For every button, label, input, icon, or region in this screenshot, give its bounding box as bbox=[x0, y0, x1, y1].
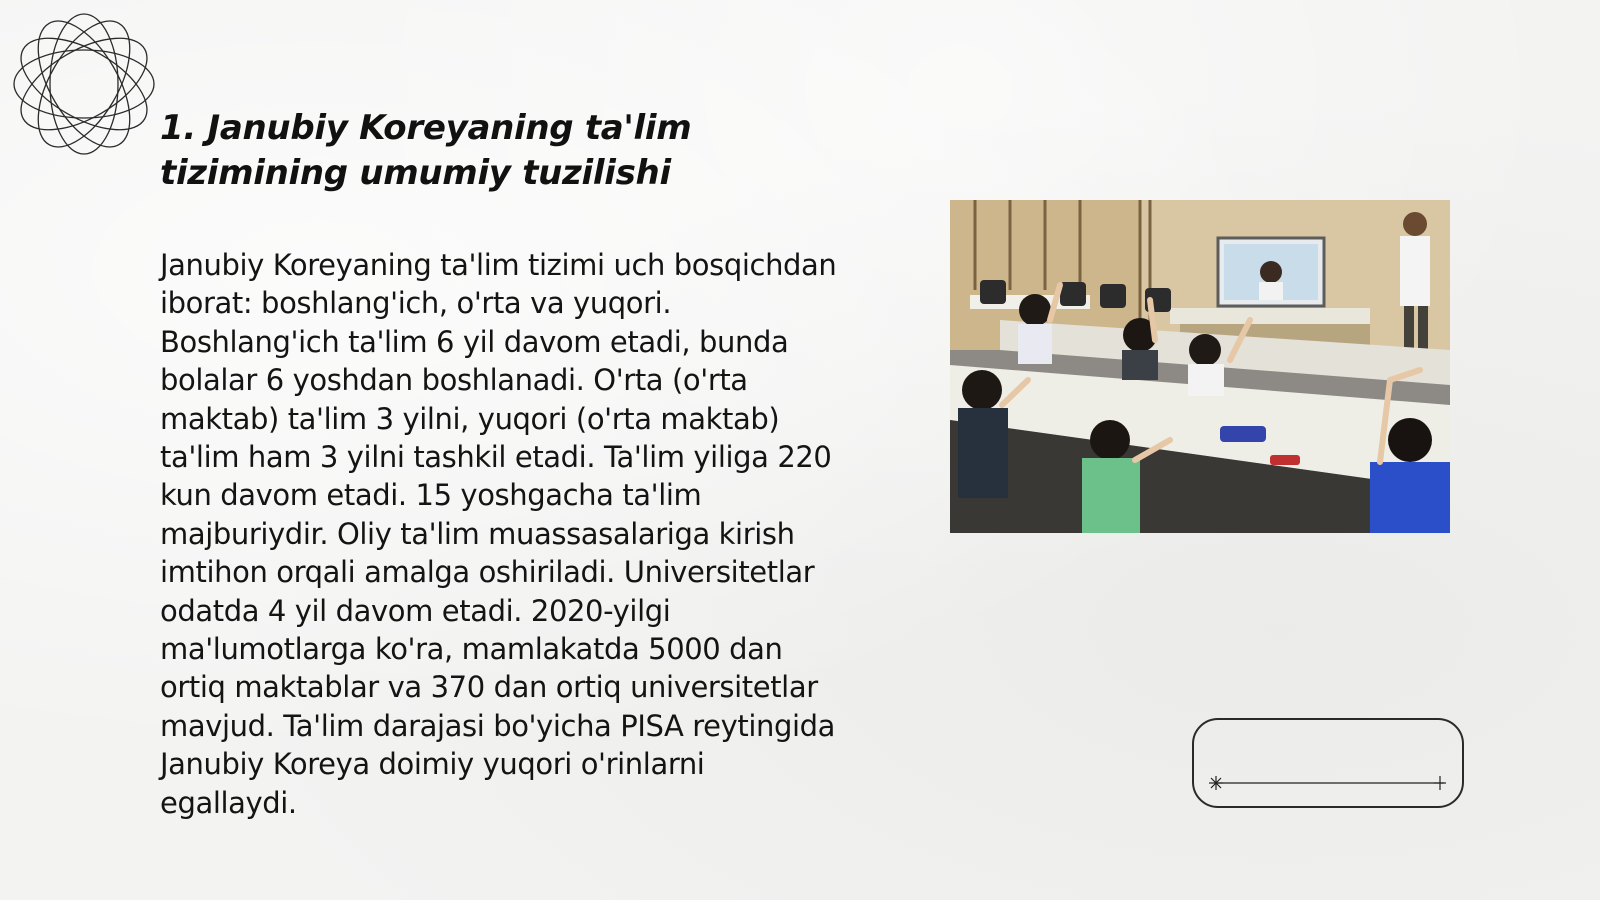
slide-body-text: Janubiy Koreyaning ta'lim tizimi uch bosqichdan iborat: boshlang'ich, o'rta va yuqori. Boshlang'ich ta'lim 6 yil davom etadi, bunda bolalar 6 yoshdan boshlanadi. O'rta (o'rta maktab) ta'lim 3 yilni, yuqori (o'rta maktab) ta'lim ham 3 yilni tashkil etadi. Ta'lim yiliga 220 kun davom etadi. 15 yoshgacha ta'lim majburiydir. Oliy ta'lim muassasalariga kirish imtihon orqali amalga oshiriladi. Universitetlar odatda 4 yil davom etadi. 2020-yilgi ma'lumotlarga ko'ra, mamlakatda 5000 dan ortiq maktablar va 370 dan ortiq universitetlar mavjud. Ta'lim darajasi bo'yicha PISA reytingida Janubiy Koreya doimiy yuqori o'rinlarni egallaydi. bbox=[160, 248, 837, 820]
classroom-photo bbox=[950, 200, 1450, 533]
decorative-caption-box bbox=[1192, 718, 1464, 808]
sparkle-line-icon bbox=[1208, 776, 1450, 790]
slide-title: 1. Janubiy Koreyaning ta'lim tizimining umumiy tuzilishi bbox=[160, 108, 692, 193]
spirograph-ornament-icon bbox=[10, 10, 158, 158]
